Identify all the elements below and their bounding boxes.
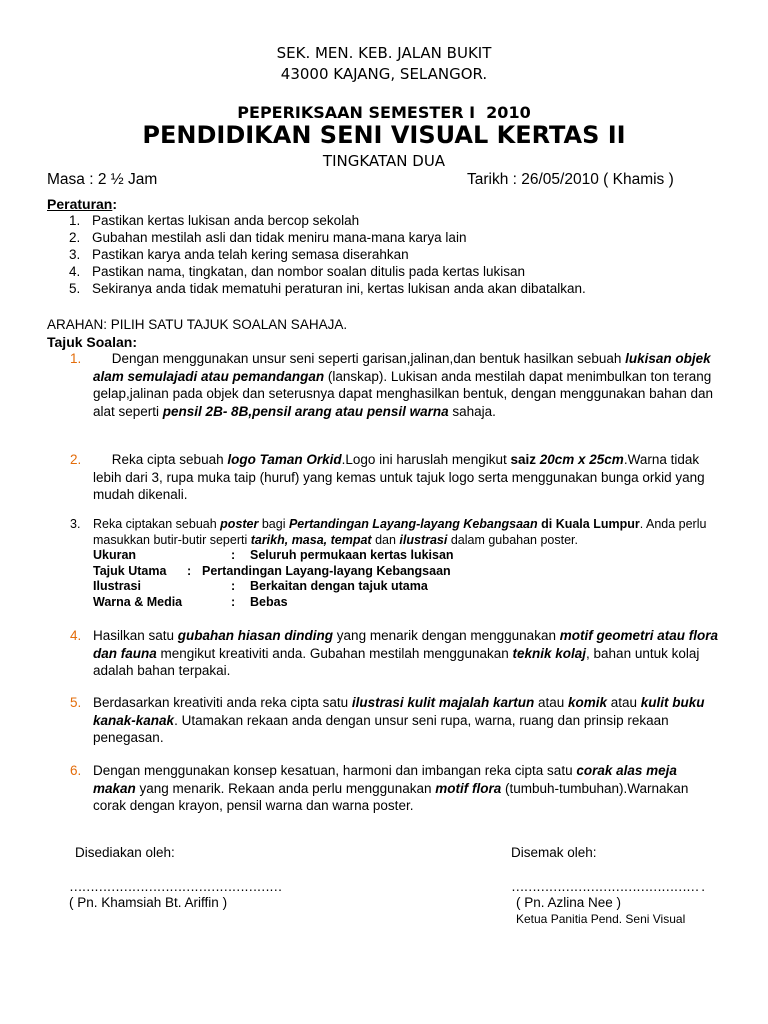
- rules-title-text: Peraturan: [47, 196, 113, 212]
- checked-by-name: ( Pn. Azlina Nee ): [516, 895, 622, 910]
- emphasis: 20cm x 25cm: [539, 452, 624, 467]
- rule-number: 1.: [69, 213, 81, 228]
- text-run: yang menarik. Rekaan anda perlu menggunakan: [135, 780, 436, 796]
- checked-by-label: Disemak oleh:: [511, 845, 597, 860]
- emphasis: logo Taman Orkid: [227, 452, 342, 467]
- emphasis: ilustrasi kulit majalah kartun: [351, 695, 535, 710]
- question-number: 6.: [70, 763, 82, 778]
- emphasis: di Kuala Lumpur: [537, 517, 640, 531]
- form-level: TINGKATAN DUA: [322, 152, 446, 170]
- instruction: ARAHAN: PILIH SATU TAJUK SOALAN SAHAJA.: [47, 317, 348, 332]
- text-run: Reka cipta sebuah: [93, 452, 228, 467]
- text-run: mengikut kreativiti anda. Gubahan mestilah menggunakan: [156, 645, 513, 661]
- rule-number: 4.: [69, 264, 81, 279]
- exam-date: Tarikh : 26/05/2010 ( Khamis ): [467, 171, 674, 188]
- emphasis: saiz: [510, 452, 540, 467]
- question-number: 4.: [70, 628, 82, 643]
- rule-text: Gubahan mestilah asli dan tidak meniru mana-mana karya lain: [92, 230, 467, 245]
- rule-item: [47, 246, 586, 263]
- rules-title-colon: :: [112, 196, 118, 212]
- emphasis: motif geometri atau flora dan fauna: [93, 628, 722, 661]
- prepared-by-label: Disediakan oleh:: [75, 845, 175, 860]
- text-run: . Utamakan rekaan anda dengan unsur seni rupa, warna, ruang dan prinsip rekaan penegasan.: [93, 712, 673, 745]
- prepared-by-signature-line: ……………………………………………: [69, 879, 282, 894]
- question-3: [70, 517, 720, 548]
- text-run: . Anda perlu masukkan butir-butir seperti: [93, 517, 710, 547]
- checked-by-signature-line: ……………………………………… .: [511, 879, 705, 894]
- rule-text: Pastikan kertas lukisan anda bercop sekolah: [92, 213, 360, 228]
- prepared-by-name: ( Pn. Khamsiah Bt. Ariffin ): [69, 895, 228, 910]
- spec-label: Warna & Media: [93, 594, 183, 609]
- question-number: 1.: [70, 351, 82, 366]
- exam-title: PEPERIKSAAN SEMESTER I 2010: [237, 103, 531, 122]
- emphasis: ilustrasi: [399, 532, 448, 547]
- question-text: [93, 627, 720, 680]
- text-run: Berdasarkan kreativiti anda reka cipta satu: [93, 695, 352, 710]
- exam-duration: Masa : 2 ½ Jam: [47, 171, 158, 188]
- text-run: .Logo ini haruslah mengikut: [341, 452, 511, 467]
- rule-text: Pastikan karya anda telah kering semasa diserahkan: [92, 247, 409, 262]
- rule-text: Pastikan nama, tingkatan, dan nombor soalan ditulis pada kertas lukisan: [92, 264, 526, 279]
- question-number: 2.: [70, 452, 82, 467]
- spec-separator: :: [231, 594, 236, 609]
- rule-text: Sekiranya anda tidak mematuhi peraturan ini, kertas lukisan anda akan dibatalkan.: [92, 281, 586, 296]
- spec-label: Tajuk Utama: [93, 563, 167, 578]
- question-6: [70, 762, 720, 815]
- rule-number: 3.: [69, 247, 81, 262]
- text-run: Reka ciptakan sebuah: [93, 517, 221, 531]
- spec-separator: :: [231, 548, 236, 562]
- question-4: [70, 627, 720, 680]
- question-text: [93, 762, 720, 815]
- emphasis: gubahan hiasan dinding: [177, 628, 334, 643]
- text-run: Dengan menggunakan unsur seni seperti garisan,jalinan,dan bentuk hasilkan sebuah: [93, 351, 626, 366]
- emphasis: lukisan objek alam semulajadi atau pemandangan: [93, 351, 715, 384]
- spec-label: Ukuran: [93, 548, 137, 562]
- question-text: [93, 350, 720, 420]
- question-text: [93, 517, 720, 548]
- question-1: [70, 350, 720, 420]
- question-2: [70, 451, 720, 504]
- emphasis: poster: [220, 517, 259, 531]
- text-run: atau: [534, 695, 568, 710]
- text-run: .Warna tidak lebih dari 3, rupa muka taip (huruf) yang kemas untuk tajuk logo serta menggunakan bunga orkid yang mudah dikenali.: [93, 452, 709, 502]
- text-run: sahaja.: [448, 403, 496, 419]
- question-text: [93, 694, 720, 747]
- text-run: , bahan untuk kolaj adalah bahan terpakai.: [93, 645, 704, 678]
- emphasis: teknik kolaj: [512, 645, 587, 661]
- text-run: (lanskap). Lukisan anda mestilah dapat menimbulkan ton terang gelap,jalinan pada objek dan seterusnya dapat menghasilkan bentuk, dengan menggunakan bahan dan alat seperti: [93, 368, 717, 419]
- question-number: 3.: [70, 517, 81, 531]
- rule-number: 5.: [69, 281, 81, 296]
- text-run: Hasilkan satu: [93, 628, 178, 643]
- text-run: bagi: [258, 517, 289, 531]
- checked-by-title: Ketua Panitia Pend. Seni Visual: [516, 912, 686, 926]
- emphasis: motif flora: [435, 780, 502, 796]
- question-5: [70, 694, 720, 747]
- text-run: dan: [371, 532, 400, 547]
- spec-value: Pertandingan Layang-layang Kebangsaan: [202, 563, 451, 578]
- spec-separator: :: [187, 563, 192, 578]
- rule-item: [47, 263, 586, 280]
- questions-heading: Tajuk Soalan:: [47, 334, 137, 350]
- text-run: dalam gubahan poster.: [447, 532, 578, 547]
- spec-separator: :: [231, 579, 236, 593]
- text-run: atau: [607, 695, 641, 710]
- rule-item: [47, 229, 586, 246]
- question-number: 5.: [70, 695, 82, 710]
- spec-value: Berkaitan dengan tajuk utama: [250, 579, 428, 593]
- rules-heading: [47, 196, 117, 212]
- spec-value: Bebas: [250, 594, 288, 609]
- spec-value: Seluruh permukaan kertas lukisan: [250, 548, 454, 562]
- emphasis: tarikh, masa, tempat: [250, 532, 372, 547]
- emphasis: komik: [567, 695, 608, 710]
- emphasis: Pertandingan Layang-layang Kebangsaan: [288, 517, 538, 531]
- subject-title: PENDIDIKAN SENI VISUAL KERTAS II: [142, 121, 626, 149]
- text-run: Dengan menggunakan konsep kesatuan, harmoni dan imbangan reka cipta satu: [93, 763, 577, 778]
- rule-number: 2.: [69, 230, 81, 245]
- emphasis: kulit buku kanak-kanak: [93, 695, 709, 728]
- spec-label: Ilustrasi: [93, 579, 141, 593]
- rules-list: [47, 212, 586, 297]
- rule-item: [47, 280, 586, 297]
- school-address: 43000 KAJANG, SELANGOR.: [280, 65, 488, 83]
- question-text: [93, 451, 720, 504]
- text-run: (tumbuh-tumbuhan).Warnakan corak dengan krayon, pensil warna dan warna poster.: [93, 780, 693, 813]
- emphasis: corak alas meja makan: [93, 763, 681, 796]
- school-name: SEK. MEN. KEB. JALAN BUKIT: [276, 44, 492, 62]
- emphasis: pensil 2B- 8B,pensil arang atau pensil warna: [162, 403, 449, 419]
- text-run: yang menarik dengan menggunakan: [333, 628, 560, 643]
- rule-item: [47, 212, 586, 229]
- poster-spec: [93, 548, 593, 612]
